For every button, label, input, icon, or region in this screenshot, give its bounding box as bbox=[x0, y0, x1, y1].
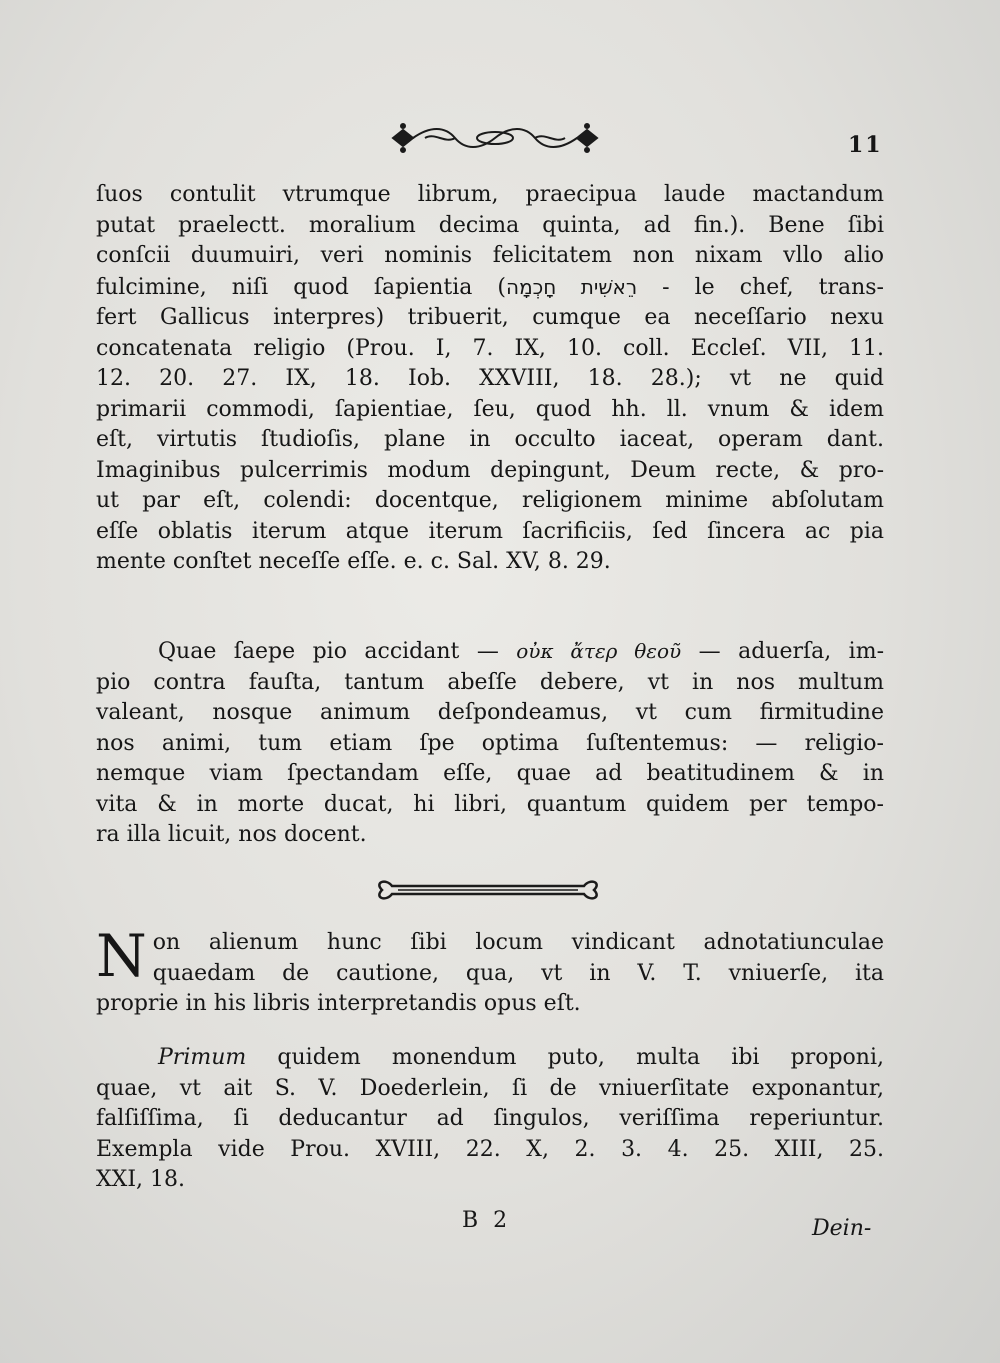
text-line bbox=[96, 272, 884, 304]
text-line: primarii commodi, ſapientiae, ſeu, quod hh. ll. vnum & idem bbox=[96, 396, 884, 422]
text-segment: fulcimine, niſi quod ſapientia ( bbox=[96, 274, 507, 300]
top-ornament-icon bbox=[385, 120, 605, 156]
text-line: ut par eſt, colendi: docentque, religionem minime abſolutam bbox=[96, 488, 884, 513]
text-line: on alienum hunc ſibi locum vindicant adnotatiunculae bbox=[152, 930, 884, 955]
paragraph-2 bbox=[96, 636, 884, 851]
text-line: pio contra fauſta, tantum abeſſe debere, vt in nos multum bbox=[96, 669, 884, 695]
catchword: Dein- bbox=[812, 1216, 872, 1241]
text-line: valeant, nosque animum deſpondeamus, vt cum firmitudine bbox=[96, 700, 884, 725]
text-line: 12. 20. 27. IX, 18. Iob. XXVIII, 18. 28.); vt ne quid bbox=[96, 366, 884, 391]
text-line: mente conſtet neceſſe eſſe. e. c. Sal. XV, 8. 29. bbox=[96, 549, 611, 574]
text-segment: - le chef, trans- bbox=[637, 274, 884, 300]
text-line: concatenata religio (Prou. I, 7. IX, 10. coll. Eccleſ. VII, 11. bbox=[96, 335, 884, 361]
text-segment: quidem monendum puto, multa ibi proponi, bbox=[246, 1045, 884, 1070]
text-line: Exempla vide Prou. XVIII, 22. X, 2. 3. 4. 25. XIII, 25. bbox=[96, 1136, 884, 1162]
text-line: fert Gallicus interpres) tribuerit, cumque ea neceſſario nexu bbox=[96, 305, 884, 330]
hebrew-phrase: רֵאשִׁית חָכְמָה bbox=[506, 274, 638, 299]
text-line: vita & in morte ducat, hi libri, quantum quidem per tempo- bbox=[96, 791, 884, 817]
text-line bbox=[96, 1043, 884, 1074]
greek-phrase: οὐκ ἄτερ θεοῦ bbox=[516, 639, 682, 663]
text-line: quae, vt ait S. V. Doederlein, ſi de vniuerſitate exponantur, bbox=[96, 1075, 884, 1101]
paragraph-1 bbox=[96, 180, 884, 578]
drop-cap: N bbox=[96, 922, 147, 990]
text-line: putat praelectt. moralium decima quinta, ad fin.). Bene ſibi bbox=[96, 212, 884, 238]
text-line bbox=[96, 636, 884, 668]
text-line: eſt, virtutis ſtudioſis, plane in occulto iaceat, operam dant. bbox=[96, 427, 884, 452]
text-segment: — aduerſa, im- bbox=[681, 639, 885, 664]
text-line: proprie in his libris interpretandis opus eſt. bbox=[96, 991, 581, 1016]
text-line: eſſe oblatis iterum atque iterum ſacrificiis, ſed ſincera ac pia bbox=[96, 518, 884, 544]
text-line: quaedam de cautione, qua, vt in V. T. vniuerſe, ita bbox=[152, 960, 884, 986]
signature-mark: B 2 bbox=[462, 1208, 512, 1233]
text-line: conſcii duumuiri, veri nominis felicitatem non nixam vllo alio bbox=[96, 243, 884, 268]
text-line: Imaginibus pulcerrimis modum depingunt, Deum recte, & pro- bbox=[96, 457, 884, 483]
paragraph-4 bbox=[96, 1043, 884, 1196]
text-line: falſiſſima, ſi deducantur ad ſingulos, veriſſima reperiuntur. bbox=[96, 1106, 884, 1131]
text-line: ra illa licuit, nos docent. bbox=[96, 822, 367, 847]
section-divider-icon bbox=[368, 876, 608, 904]
text-line: XXI, 18. bbox=[96, 1167, 185, 1192]
emphasis-word: Primum bbox=[158, 1045, 247, 1070]
text-line: nos animi, tum etiam ſpe optima ſuſtentemus: — religio- bbox=[96, 730, 884, 756]
text-line: ſuos contulit vtrumque librum, praecipua laude mactandum bbox=[96, 182, 884, 207]
paragraph-3 bbox=[96, 922, 884, 1020]
text-line: nemque viam ſpectandam eſſe, quae ad beatitudinem & in bbox=[96, 761, 884, 786]
page-number: 11 bbox=[848, 132, 883, 158]
text-segment: Quae ſaepe pio accidant — bbox=[158, 639, 517, 664]
